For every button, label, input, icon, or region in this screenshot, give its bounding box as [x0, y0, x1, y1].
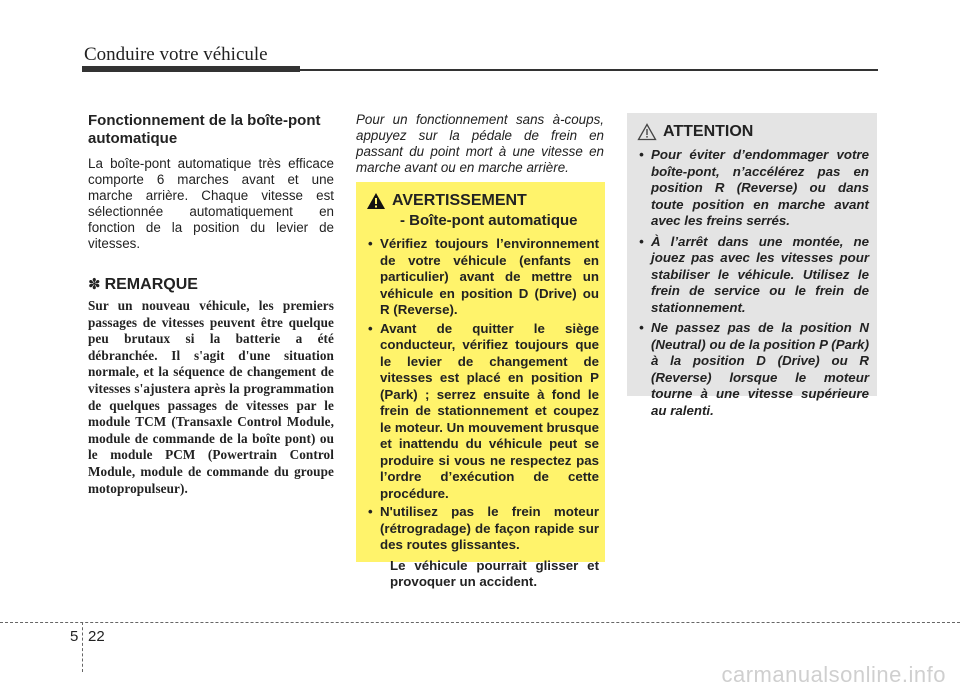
- attention-list: [637, 147, 869, 419]
- warning-extra: Le véhicule pourrait glisser et provoquer un accident.: [390, 557, 599, 589]
- caution-triangle-icon: [637, 123, 657, 141]
- section-heading: Fonctionnement de la boîte-pont automatique: [88, 112, 321, 147]
- intro-paragraph: Pour un fonctionnement sans à-coups, appuyez sur la pédale de frein en passant du point mort à une vitesse en marche avant ou en marche arrière.: [356, 112, 604, 175]
- left-column: [88, 112, 334, 497]
- chapter-number: 5: [70, 628, 79, 645]
- warning-triangle-icon: [366, 192, 386, 210]
- warning-list: [366, 236, 599, 554]
- footer-rule: [0, 622, 960, 623]
- footer-divider: [82, 622, 83, 672]
- header-rule-thin: [300, 69, 878, 71]
- note-heading-row: [88, 276, 334, 294]
- attention-box: [627, 113, 877, 418]
- warning-item: • Vérifiez toujours l’environnement de votre véhicule (enfants en particulier) avant de mettre un véhicule en position D (Drive) ou R (Reverse).: [366, 236, 599, 319]
- watermark: carmanualsonline.info: [721, 662, 946, 687]
- warning-title: AVERTISSEMENT: [392, 192, 527, 209]
- header-rule-thick: [82, 66, 300, 72]
- star-icon: ✽: [88, 276, 101, 293]
- warning-title-row: [366, 192, 599, 210]
- warning-item: • N'utilisez pas le frein moteur (rétrogradage) de façon rapide sur des routes glissantes.: [366, 504, 599, 554]
- section-body: La boîte-pont automatique très efficace comporte 6 marches avant et une marche arrière. Chaque vitesse est sélectionnée automatiquement en fonction de la position du levier de vitesses.: [88, 156, 334, 251]
- attention-title-row: [637, 123, 869, 141]
- warning-box: [356, 182, 605, 589]
- attention-item: • Pour éviter d’endommager votre boîte-pont, n’accélérez pas en position R (Reverse) ou dans toute position en marche avant avec les freins serrés.: [637, 147, 869, 230]
- attention-item: • À l’arrêt dans une montée, ne jouez pas avec les vitesses pour stabiliser le véhicule. Utilisez le frein de service ou le frein de stationnement.: [637, 234, 869, 317]
- attention-title: ATTENTION: [663, 123, 754, 140]
- warning-subtitle: - Boîte-pont automatique: [400, 212, 578, 229]
- page-header-title: Conduire votre véhicule: [84, 44, 268, 65]
- note-heading: REMARQUE: [104, 276, 198, 293]
- attention-item: • Ne passez pas de la position N (Neutral) ou de la position P (Park) à la position D (Drive) ou R (Reverse) lorsque le moteur tourne à une vitesse supérieure au ralenti.: [637, 320, 869, 419]
- note-text: Sur un nouveau véhicule, les premiers passages de vitesses peuvent être quelque peu brutaux si la batterie a été débranchée. Il s'agit d'une situation normale, et la séquence de changement de vitesses s'ajustera après la programmation de quelques passages de vitesses par le module TCM (Transaxle Control Module, module de commande de la boîte pont) ou le module PCM (Powertrain Control Module, module de commande du groupe motopropulseur).: [88, 298, 334, 496]
- warning-item: • Avant de quitter le siège conducteur, vérifiez toujours que le levier de changement de vitesses est placé en position P (Park) ; serrez ensuite à fond le frein de stationnement et coupez le moteur. Un mouvement brusque et inattendu du véhicule peut se produire si vous ne respectez pas l’ordre d’exécution de cette procédure.: [366, 321, 599, 503]
- page-number: 22: [88, 628, 105, 645]
